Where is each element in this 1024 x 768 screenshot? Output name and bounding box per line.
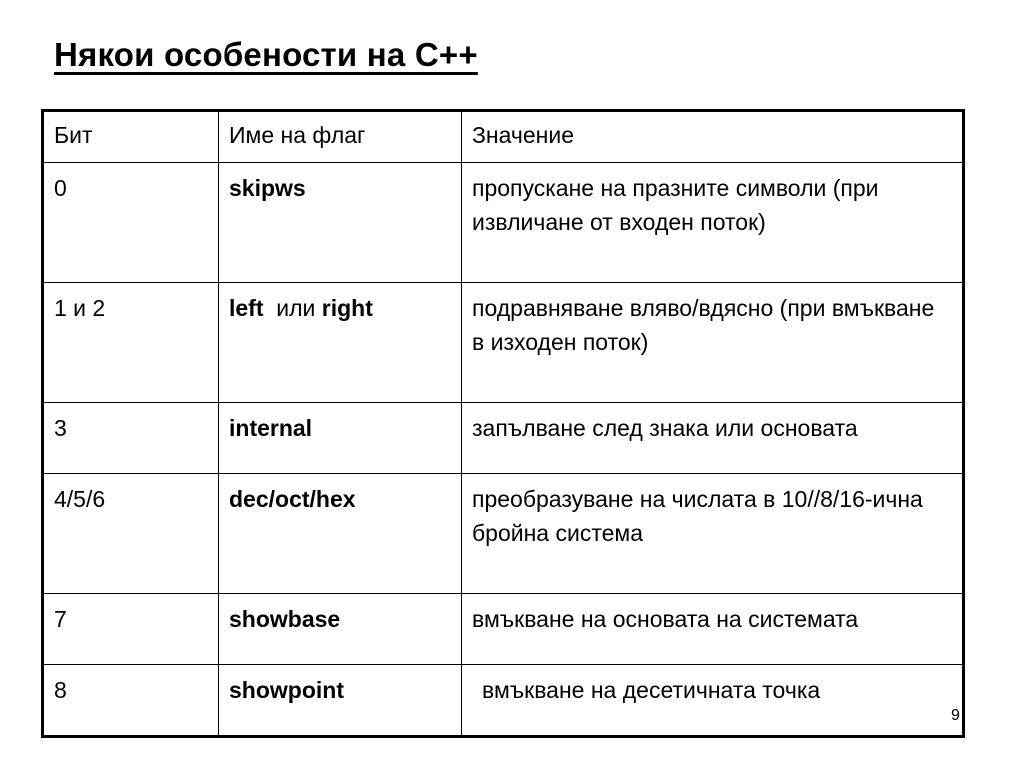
cell-bit: 3 [43, 403, 219, 474]
table-row [43, 403, 964, 474]
cell-meaning: запълване след знака или основата [462, 403, 964, 474]
table-row [43, 283, 964, 403]
cell-meaning: преобразуване на числата в 10//8/16-ична бройна система [462, 473, 964, 593]
flag-name: internal [229, 415, 313, 441]
cell-bit: 4/5/6 [43, 473, 219, 593]
cell-bit: 7 [43, 593, 219, 664]
cell-flag-name [219, 403, 462, 474]
flag-name: showbase [229, 605, 341, 632]
table-row [43, 664, 964, 736]
cell-meaning: вмъкване на основата на системата [462, 593, 964, 664]
flag-name: dec/oct/hex [229, 485, 356, 512]
header-bit: Бит [43, 111, 219, 163]
cell-meaning: пропускане на празните символи (при извличане от входен поток) [462, 163, 964, 283]
cell-meaning: вмъкване на десетичната точка [462, 664, 964, 736]
cell-flag-name [219, 163, 462, 283]
table-row [43, 473, 964, 593]
table-row [43, 163, 964, 283]
flag-name: left [229, 295, 264, 321]
flag-name-secondary: right [321, 295, 373, 321]
cell-bit: 0 [43, 163, 219, 283]
header-meaning: Значение [462, 111, 964, 163]
slide-title: Някои особености на С++ [54, 36, 478, 73]
cell-flag-name [219, 664, 462, 736]
table-header-row [43, 111, 964, 163]
header-flag-name: Име на флаг [219, 111, 462, 163]
cell-flag-name [219, 473, 462, 593]
cell-flag-name [219, 593, 462, 664]
cell-bit: 8 [43, 664, 219, 736]
flags-table [41, 109, 965, 738]
page-number: 9 [951, 707, 960, 724]
cell-meaning: подравняване вляво/вдясно (при вмъкване в изходен поток) [462, 283, 964, 403]
cell-bit: 1 и 2 [43, 283, 219, 403]
flag-name: showpoint [229, 676, 344, 703]
flag-name-separator: или [276, 295, 316, 321]
flag-name: skipws [229, 175, 306, 201]
cell-flag-name [219, 283, 462, 403]
table-row [43, 593, 964, 664]
